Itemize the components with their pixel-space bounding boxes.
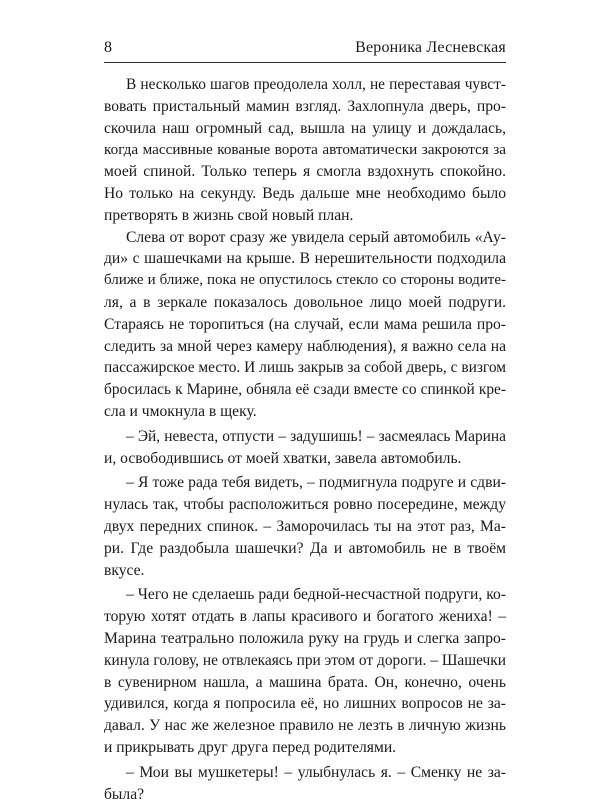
text-line: когда массивные кованые ворота автоматически закроются за (104, 139, 506, 161)
text-line: нулась так, чтобы расположиться ровно посередине, между (104, 494, 506, 516)
text-line: Но только на секунду. Ведь дальше мне необходимо было (104, 183, 506, 205)
text-line: и, освободившись от моей хватки, завела автомобиль. (104, 448, 506, 470)
text-line: скочила наш огромный сад, вышла на улицу и дождалась, (104, 118, 506, 140)
text-line: кинула голову, не отвлекаясь при этом от дороги. – Шашечки (104, 650, 506, 672)
text-line: удивился, когда я попросила её, но лишних вопросов не за- (104, 693, 506, 715)
text-line: бросилась к Марине, обняла её сзади вместе со спинкой кре- (104, 379, 506, 401)
text-line: моей спиной. Только теперь я смогла вздохнуть спокойно. (104, 161, 506, 183)
text-line: ри. Где раздобыла шашечки? Да и автомобиль не в твоём (104, 538, 506, 560)
text-line: ближе и ближе, пока не опустилось стекло со стороны водите- (104, 270, 506, 292)
text-line: ди» с шашечками на крыше. В нерешительности подходила (104, 248, 506, 270)
text-line: торую хотят отдать в лапы красивого и богатого жениха! – (104, 606, 506, 628)
page-number: 8 (104, 38, 112, 58)
text-line: Марина театрально положила руку на грудь и слегка запро- (104, 628, 506, 650)
text-line: – Мои вы мушкетеры! – улыбнулась я. – Сменку не за- (104, 762, 506, 784)
text-line: в сувенирном нашла, а машина брата. Он, конечно, очень (104, 672, 506, 694)
text-line: следить за мной через камеру наблюдения), я важно села на (104, 336, 506, 358)
text-line: В несколько шагов преодолела холл, не переставая чувст- (104, 74, 506, 96)
text-line: сла и чмокнула в щеку. (104, 401, 506, 423)
text-line: – Эй, невеста, отпусти – задушишь! – засмеялась Марина (104, 426, 506, 448)
text-line: была? (104, 784, 506, 805)
text-line: вкусе. (104, 560, 506, 582)
text-line: двух передних спинок. – Заморочилась ты на этот раз, Ма- (104, 516, 506, 538)
text-line: Стараясь не торопиться (на случай, если мама решила про- (104, 314, 506, 336)
running-title: Вероника Лесневская (355, 38, 506, 58)
text-line: ля, а в зеркале показалось довольное лицо моей подруги. (104, 292, 506, 314)
header-rule (104, 62, 506, 63)
text-line: и прикрывать друг друга перед родителями. (104, 737, 506, 759)
text-line: пассажирское место. И лишь закрыв за собой дверь, с визгом (104, 357, 506, 379)
text-line: – Чего не сделаешь ради бедной-несчастной подруги, ко- (104, 584, 506, 606)
text-line: Слева от ворот сразу же увидела серый автомобиль «Ау- (104, 227, 506, 249)
text-line: – Я тоже рада тебя видеть, – подмигнула подруге и сдви- (104, 472, 506, 494)
text-line: претворять в жизнь свой новый план. (104, 205, 506, 227)
page-header (104, 38, 506, 60)
text-line: давал. У нас же железное правило не лезть в личную жизнь (104, 715, 506, 737)
body-text (104, 74, 506, 805)
text-line: вовать пристальный мамин взгляд. Захлопнула дверь, про- (104, 96, 506, 118)
